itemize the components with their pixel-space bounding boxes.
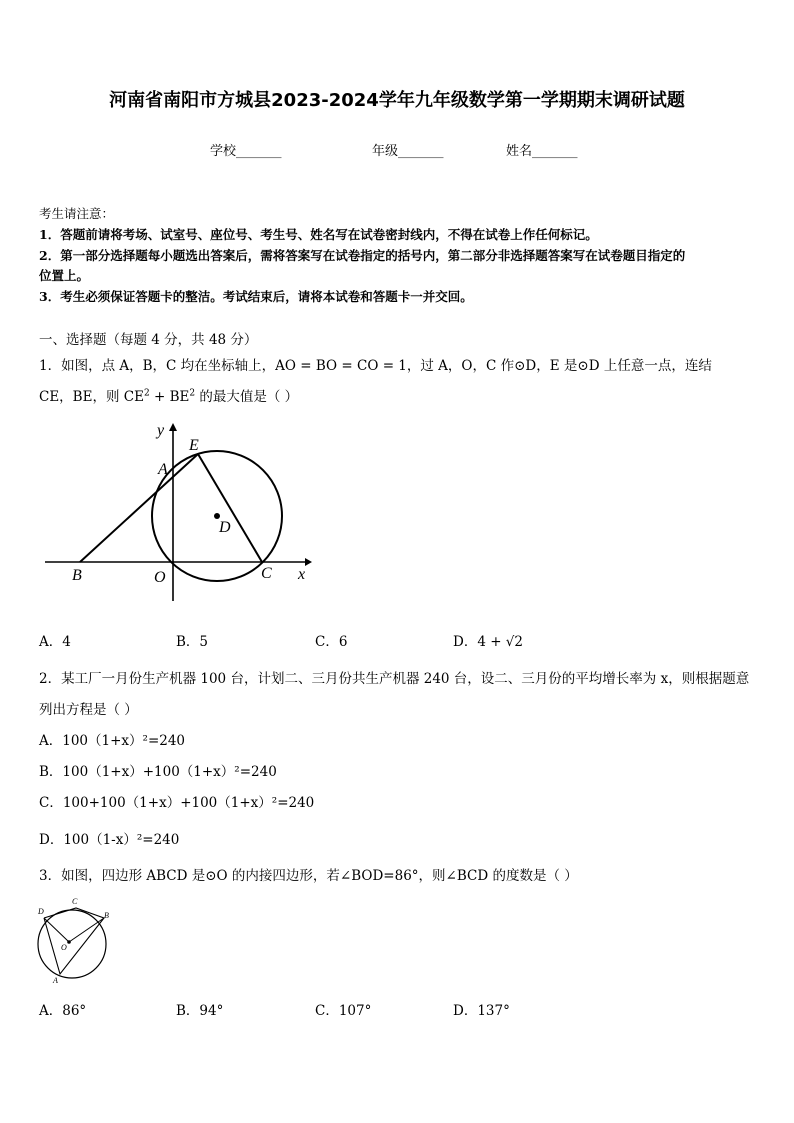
label-o: O: [154, 569, 166, 586]
y-axis-arrow: [169, 423, 177, 431]
label-b: B: [104, 911, 109, 920]
label-d: D: [38, 907, 44, 916]
x-axis-arrow: [305, 558, 312, 566]
label-o: O: [61, 943, 67, 952]
label-b: B: [72, 567, 82, 584]
school-field: 学校_______: [210, 144, 282, 159]
notice-heading: 考生请注意：: [39, 206, 115, 221]
section-heading: 一、选择题（每题 4 分，共 48 分）: [39, 332, 258, 348]
question-1-option-d: D．4 + √2: [453, 634, 523, 650]
segment-ce: [198, 454, 262, 562]
segment-ob: [69, 918, 104, 942]
label-y: y: [157, 422, 165, 439]
label-c: C: [261, 565, 272, 582]
center-o-point: [67, 940, 71, 944]
question-1-option-a: A．4: [39, 634, 71, 650]
label-e: E: [189, 437, 199, 454]
notice-item: 1．答题前请将考场、试室号、座位号、考生号、姓名写在试卷密封线内，不得在试卷上作任何标记。: [39, 227, 598, 242]
quadrilateral-abcd: [44, 908, 104, 974]
notice-item: 2．第一部分选择题每小题选出答案后，需将答案写在试卷指定的括号内，第二部分非选择题答案写在试卷题目指定的: [39, 248, 686, 263]
grade-field: 年级_______: [372, 144, 444, 159]
name-field: 姓名_______: [506, 144, 578, 159]
question-3-option-a: A．86°: [39, 1003, 87, 1019]
question-1-option-c: C．6: [315, 634, 348, 650]
label-c: C: [72, 897, 78, 906]
question-2-option-b: B．100（1+x）+100（1+x）²=240: [39, 764, 277, 780]
question-2-option-d: D．100（1-x）²=240: [39, 832, 180, 848]
question-3-option-d: D．137°: [453, 1003, 510, 1019]
label-d: D: [219, 519, 231, 536]
question-2-option-c: C．100+100（1+x）+100（1+x）²=240: [39, 795, 315, 811]
label-a: A: [158, 461, 168, 478]
page-title: 河南省南阳市方城县2023-2024学年九年级数学第一学期期末调研试题: [109, 90, 685, 111]
question-1-text-line2: CE，BE，则 $CE^2 + BE^2$ 的最大值是（ ）: [39, 388, 299, 405]
circle-o: [38, 910, 106, 978]
question-3-option-c: C．107°: [315, 1003, 372, 1019]
question-1-text: 1．如图，点 A，B，C 均在坐标轴上，AO = BO = CO = 1，过 A，O，C 作⊙D，E 是⊙D 上任意一点，连结: [39, 358, 712, 374]
question-3-text: 3．如图，四边形 ABCD 是⊙O 的内接四边形，若∠BOD=86°，则∠BCD 的度数是（ ）: [39, 868, 578, 884]
question-3-option-b: B．94°: [176, 1003, 224, 1019]
question-2-option-a: A．100（1+x）²=240: [39, 733, 186, 749]
question-2-text-line2: 列出方程是（ ）: [39, 702, 138, 718]
notice-item: 位置上。: [39, 268, 90, 283]
question-2-text: 2．某工厂一月份生产机器 100 台，计划二、三月份共生产机器 240 台，设二、三月份的平均增长率为 x，则根据题意: [39, 671, 750, 687]
question-1-option-b: B．5: [176, 634, 209, 650]
label-a: A: [53, 976, 58, 984]
label-x: x: [298, 566, 306, 583]
segment-be: [80, 454, 198, 562]
question-1-figure: [40, 418, 320, 608]
notice-item: 3．考生必须保证答题卡的整洁。考试结束后，请将本试卷和答题卡一并交回。: [39, 289, 473, 304]
question-3-figure: [34, 894, 114, 984]
